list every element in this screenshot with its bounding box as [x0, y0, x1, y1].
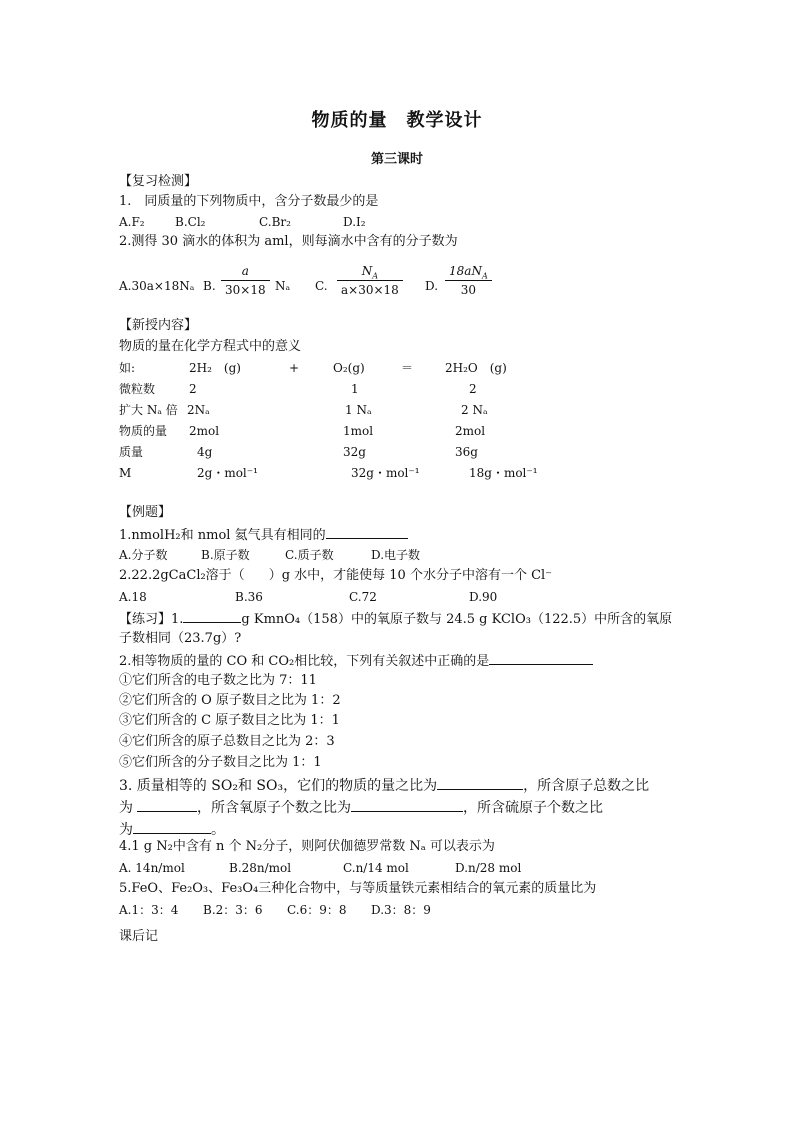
option: D.90 — [469, 590, 498, 604]
cell-h2o: 2 — [469, 382, 477, 396]
cell-o2: 32g・mol⁻¹ — [351, 466, 420, 480]
table-row — [119, 379, 689, 400]
cell-h2o: 18g・mol⁻¹ — [469, 466, 538, 480]
fraction-c-denominator: a×30×18 — [341, 283, 399, 297]
table-row — [119, 463, 689, 484]
example-q1-text: 1.nmolH₂和 nmol 氦气具有相同的 — [119, 528, 326, 543]
option-b-suffix: Nₐ — [275, 279, 291, 293]
review-q1: 1. 同质量的下列物质中，含分子数最少的是 — [119, 194, 379, 209]
cell-o2: 1mol — [343, 424, 374, 438]
option-a: A.30a×18Nₐ — [119, 279, 195, 293]
option: C.6：9：8 — [287, 903, 347, 917]
option-d-label: D. — [425, 279, 439, 293]
option: D.n/28 mol — [455, 861, 522, 875]
practice-p4: 4.1 g N₂中含有 n 个 N₂分子，则阿伏伽德罗常数 Nₐ 可以表示为 — [119, 839, 495, 854]
new-content-heading: 【新授内容】 — [119, 318, 198, 333]
example-q2-text-b: ）g 水中，才能使每 10 个水分子中溶有一个 Cl⁻ — [268, 568, 553, 583]
practice-p3-text: 为 — [119, 822, 133, 838]
cell-o2: 1 — [351, 382, 359, 396]
example-q2 — [119, 566, 689, 586]
option: D.电子数 — [371, 548, 421, 562]
list-item: ①它们所含的电子数之比为 7：11 — [119, 673, 317, 688]
option: B.36 — [235, 590, 263, 604]
row-label: M — [119, 466, 132, 480]
option: A.分子数 — [119, 548, 168, 562]
equation-plus: + — [289, 361, 300, 375]
fraction-d — [445, 262, 492, 299]
cell-h2: 2mol — [189, 424, 220, 438]
example-q1 — [119, 524, 689, 546]
answer-blank[interactable] — [326, 524, 408, 539]
practice-p3-text: 3. 质量相等的 SO₂和 SO₃，它们的物质的量之比为 — [119, 778, 438, 794]
cell-h2o: 2 Nₐ — [461, 403, 488, 417]
fraction-d-numerator: $18aN_A$ — [445, 262, 492, 281]
practice-p3-line2 — [119, 797, 689, 819]
equation-reactant-1: 2H₂ (g) — [189, 361, 241, 375]
example-q2-text-a: 2.22.2gCaCl₂溶于（ — [119, 568, 245, 583]
practice-p1-line1 — [119, 608, 689, 630]
option: D.I₂ — [343, 215, 366, 229]
row-label: 物质的量 — [119, 424, 168, 438]
option: A.1：3：4 — [119, 903, 179, 917]
practice-p3-text: 为 — [119, 800, 133, 816]
equation-prefix: 如: — [119, 361, 136, 375]
fraction-b-denominator: 30×18 — [225, 283, 266, 297]
fraction-b-numerator: a — [221, 262, 270, 281]
table-row — [119, 442, 689, 463]
option: B.Cl₂ — [175, 215, 206, 229]
option: D.3：8：9 — [371, 903, 431, 917]
fraction-c-numerator: $N_A$ — [337, 262, 403, 281]
page-title: 物质的量 教学设计 — [311, 110, 483, 131]
equation-equals: ＝ — [401, 361, 414, 375]
fraction-c — [337, 262, 403, 299]
option: A. 14n/mol — [119, 861, 185, 875]
option: A.18 — [119, 590, 147, 604]
option: B.原子数 — [201, 548, 250, 562]
option: C.n/14 mol — [343, 861, 409, 875]
practice-p3-text: 。 — [211, 822, 225, 838]
row-label: 微粒数 — [119, 382, 156, 396]
practice-p5: 5.FeO、Fe₂O₃、Fe₃O₄三种化合物中，与等质量铁元素相结合的氧元素的质量比为 — [119, 881, 597, 896]
option: C.72 — [349, 590, 377, 604]
option: B.28n/mol — [229, 861, 292, 875]
practice-p3-line1 — [119, 775, 689, 797]
practice-p3-text: ，所含原子总数之比 — [523, 778, 650, 794]
answer-blank[interactable] — [133, 819, 211, 834]
equation-row — [119, 358, 689, 378]
option-c-label: C. — [315, 279, 328, 293]
fraction-d-denominator: 30 — [460, 283, 476, 297]
table-row — [119, 421, 689, 442]
practice-p2-text: 2.相等物质的量的 CO 和 CO₂相比较，下列有关叙述中正确的是 — [119, 654, 490, 669]
list-item: ③它们所含的 C 原子数目之比为 1：1 — [119, 713, 340, 728]
row-label: 质量 — [119, 445, 144, 459]
list-item: ④它们所含的原子总数目之比为 2：3 — [119, 734, 335, 749]
option-b-label: B. — [203, 279, 216, 293]
answer-blank[interactable] — [183, 608, 241, 623]
practice-p1-text: g KmnO₄（158）中的氧原子数与 24.5 g KClO₃（122.5）中所含的氧原 — [241, 612, 673, 627]
option: B.2：3：6 — [203, 903, 263, 917]
answer-blank[interactable] — [437, 775, 523, 790]
new-content-intro: 物质的量在化学方程式中的意义 — [119, 339, 302, 354]
table-row — [119, 400, 689, 421]
page-subtitle: 第三课时 — [370, 152, 423, 167]
list-item: ⑤它们所含的分子数目之比为 1：1 — [119, 755, 322, 770]
cell-h2: 2 — [189, 382, 197, 396]
review-q2: 2.测得 30 滴水的体积为 aml，则每滴水中含有的分子数为 — [119, 234, 458, 249]
practice-p3-text: ，所含氧原子个数之比为 — [197, 800, 351, 816]
cell-h2: 2Nₐ — [187, 403, 210, 417]
list-item: ②它们所含的 O 原子数目之比为 1：2 — [119, 693, 341, 708]
cell-h2: 2g・mol⁻¹ — [197, 466, 258, 480]
answer-blank[interactable] — [489, 650, 593, 665]
cell-h2o: 36g — [455, 445, 478, 459]
equation-product: 2H₂O (g) — [445, 361, 507, 375]
practice-p3-text: ，所含硫原子个数之比 — [463, 800, 603, 816]
cell-h2: 4g — [197, 445, 213, 459]
practice-heading: 【练习】1. — [119, 612, 184, 627]
cell-h2o: 2mol — [455, 424, 486, 438]
practice-p1-line2: 子数相同（23.7g）? — [119, 631, 242, 646]
cell-o2: 32g — [343, 445, 366, 459]
answer-blank[interactable] — [137, 797, 197, 812]
fraction-b — [221, 262, 270, 299]
answer-blank[interactable] — [351, 797, 463, 812]
cell-o2: 1 Nₐ — [345, 403, 372, 417]
equation-reactant-2: O₂(g) — [333, 361, 365, 375]
practice-p2 — [119, 650, 689, 672]
option: C.质子数 — [285, 548, 334, 562]
examples-heading: 【例题】 — [119, 505, 172, 520]
option: A.F₂ — [119, 215, 145, 229]
row-label: 扩大 Nₐ 倍 — [119, 403, 178, 417]
review-q2-options — [119, 262, 689, 308]
option: C.Br₂ — [259, 215, 291, 229]
after-class-notes: 课后记 — [119, 929, 159, 944]
review-heading: 【复习检测】 — [119, 174, 198, 189]
